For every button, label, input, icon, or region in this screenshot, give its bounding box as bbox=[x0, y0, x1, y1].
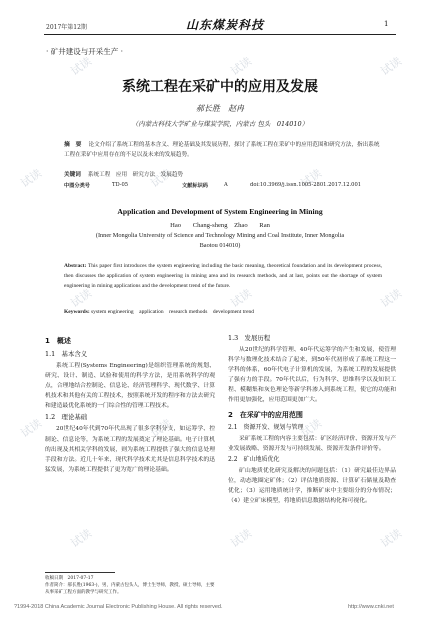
body-left-column bbox=[45, 332, 215, 475]
paper-title-zh: 系统工程在采矿中的应用及发展 bbox=[122, 79, 318, 95]
doc-code-value: A bbox=[224, 182, 228, 188]
body-right-column bbox=[228, 332, 396, 506]
journal-name: 山东煤炭科技 bbox=[186, 18, 265, 32]
watermark: 试读 bbox=[18, 166, 45, 191]
body-paragraph: 20世纪40年代到70年代出现了很多学科分支，如运筹学、控制论、信息论等，为系统工程的发展奠定了理论基础。电子计算机的出现及其相关学科的发展，则为系统工程提供了强大的信息处理手段和方法。近几十年来，现代科学技术尤其是信息科学技术的迅猛发展，为系统工程提供了更为宽广的理论基础。 bbox=[45, 426, 215, 473]
copyright-notice: ?1994-2018 China Academic Journal Electronic Publishing House. All rights reserved. bbox=[14, 604, 223, 610]
clc-label: 中图分类号 bbox=[64, 183, 90, 189]
keywords-zh-label: 关键词 bbox=[64, 172, 81, 178]
cnki-link[interactable]: http://www.cnki.net bbox=[348, 604, 394, 610]
abstract-zh-text: 论文介绍了系统工程的基本含义、理论基础及其发展历程，探讨了系统工程在采矿中的应用范围和研究方法，指出系统工程在采矿中应用存在的不足以及未来的发展趋势。 bbox=[64, 142, 380, 158]
watermark: 试读 bbox=[68, 286, 95, 311]
watermark: 试读 bbox=[378, 526, 405, 551]
keywords-zh bbox=[64, 170, 382, 178]
header-rule bbox=[44, 34, 396, 35]
footnote bbox=[45, 575, 217, 596]
subsection-heading: 1.2 理论基础 bbox=[45, 413, 88, 422]
watermark: 试读 bbox=[68, 526, 95, 551]
subsection-heading: 2.2 矿山地质优化 bbox=[228, 455, 280, 463]
watermark: 试读 bbox=[148, 416, 175, 441]
watermark: 试读 bbox=[228, 286, 255, 311]
subsection-heading: 1.3 发展历程 bbox=[228, 334, 271, 342]
authors-zh: 郝长胜 赵冉 bbox=[196, 104, 244, 113]
keywords-zh-text: 系统工程 应用 研究方法 发展趋势 bbox=[87, 172, 184, 178]
abstract-zh bbox=[64, 141, 382, 160]
issue-label: 2017年第12期 bbox=[46, 24, 87, 31]
abstract-en-text: This paper first introduces the system engineering including the basic meaning, theoretical foundation and its development process, then discusses the application of system engineering in mining area and its research methods, and at last, points out the shortage of system engineering in mining applications and the development trend of the future. bbox=[64, 263, 382, 289]
subsection-heading: 1.1 基本含义 bbox=[45, 350, 88, 358]
clc-value: TD-05 bbox=[112, 182, 129, 188]
watermark: 试读 bbox=[18, 416, 45, 441]
affiliation-en-line2: Baotou 014010) bbox=[199, 242, 241, 249]
watermark: 试读 bbox=[378, 286, 405, 311]
abstract-en-label: Abstract: bbox=[64, 263, 87, 269]
watermark: 试读 bbox=[378, 54, 405, 79]
subsection-heading: 2.1 资源开发、规划与管理 bbox=[228, 423, 304, 431]
body-paragraph: 矿山地质优化研究及解决的问题包括：（1）研究最佳边界品位，动态地圈定矿体；（2）评估地质资源、计算矿石储量及勘查优化；（3）运用地质统计学，推断矿床中主要组分的分布情况；（4）建立矿床模型，将地质信息数据结构化和可视化。 bbox=[228, 467, 396, 505]
author-bio: 作者简介：郝长胜(1963-)，男，内蒙古包头人，博士生导师，教授，硕士导师，主要从事采矿工程方面的教学与研究工作。 bbox=[45, 583, 215, 595]
doc-code-label: 文献标识码 bbox=[182, 183, 208, 189]
watermark: 试读 bbox=[228, 54, 255, 79]
paper-title-en: Application and Development of System Engineering in Mining bbox=[117, 207, 323, 216]
body-paragraph: 从20世纪的科学管理、40年代运筹学的产生和发展，使管理科学与数理化技术结合了起来，到50年代初形成了系统工程这一学科的体系，60年代电子计算机的发展，为系统工程的发展提供了强有力的手段。70年代以后，行为科学、思维科学以及知识工程、模糊集和灰色理论等新学科渗入到系统工程，使它的功能和作用更加强化，应用范围更加广大。 bbox=[228, 347, 396, 404]
column-tag: · 矿井建设与开采生产 · bbox=[46, 47, 124, 56]
body-paragraph: 系统工程(Systems Engineering)是组织管理系统的规划、研究、设计、制造、试验和使用的科学方法，是用系统科学的观点，合理地结合控制论、信息论、经济管理科学、现代数学、计算机技术和其他有关的工程技术，按照系统开发的程序和方法去研究和建造最优化系统的一门综合性的管理工程技术。 bbox=[45, 363, 215, 410]
section-heading: 2 在采矿中的应用范围 bbox=[228, 410, 303, 419]
affiliation-zh: （内蒙古科技大学矿业与煤炭学院，内蒙古 包头 014010） bbox=[131, 120, 309, 128]
page-number: 1 bbox=[384, 20, 389, 28]
section-heading: 1 概述 bbox=[45, 337, 71, 345]
watermark: 试读 bbox=[228, 526, 255, 551]
watermark: 试读 bbox=[298, 416, 325, 441]
authors-en: Hao Chang-sheng Zhao Ran bbox=[170, 222, 270, 229]
affiliation-en-line1: (Inner Mongolia University of Science and Technology Mining and Coal Institute, Inner Mongolia bbox=[95, 232, 345, 239]
keywords-en bbox=[64, 307, 382, 315]
body-paragraph: 采矿系统工程的内容主要包括：矿区经济评价、资源开发与产业发展战略、资源开发与可持续发展、资源开发条件评价等。 bbox=[228, 435, 396, 452]
affiliation-en bbox=[0, 231, 440, 251]
watermark: 试读 bbox=[298, 166, 325, 191]
watermark: 试读 bbox=[68, 54, 95, 79]
keywords-en-text: system engineering application research methods development trend bbox=[91, 309, 255, 315]
footnote-rule bbox=[45, 572, 115, 573]
keywords-en-label: Keywords: bbox=[64, 309, 90, 315]
abstract-en bbox=[64, 262, 382, 291]
received-date: 收稿日期 2017-07-17 bbox=[45, 576, 94, 581]
doi: doi:10.3969/j.issn.1005-2801.2017.12.001 bbox=[250, 182, 362, 188]
watermark: 试读 bbox=[148, 166, 175, 191]
abstract-zh-label: 摘 要 bbox=[64, 142, 82, 148]
